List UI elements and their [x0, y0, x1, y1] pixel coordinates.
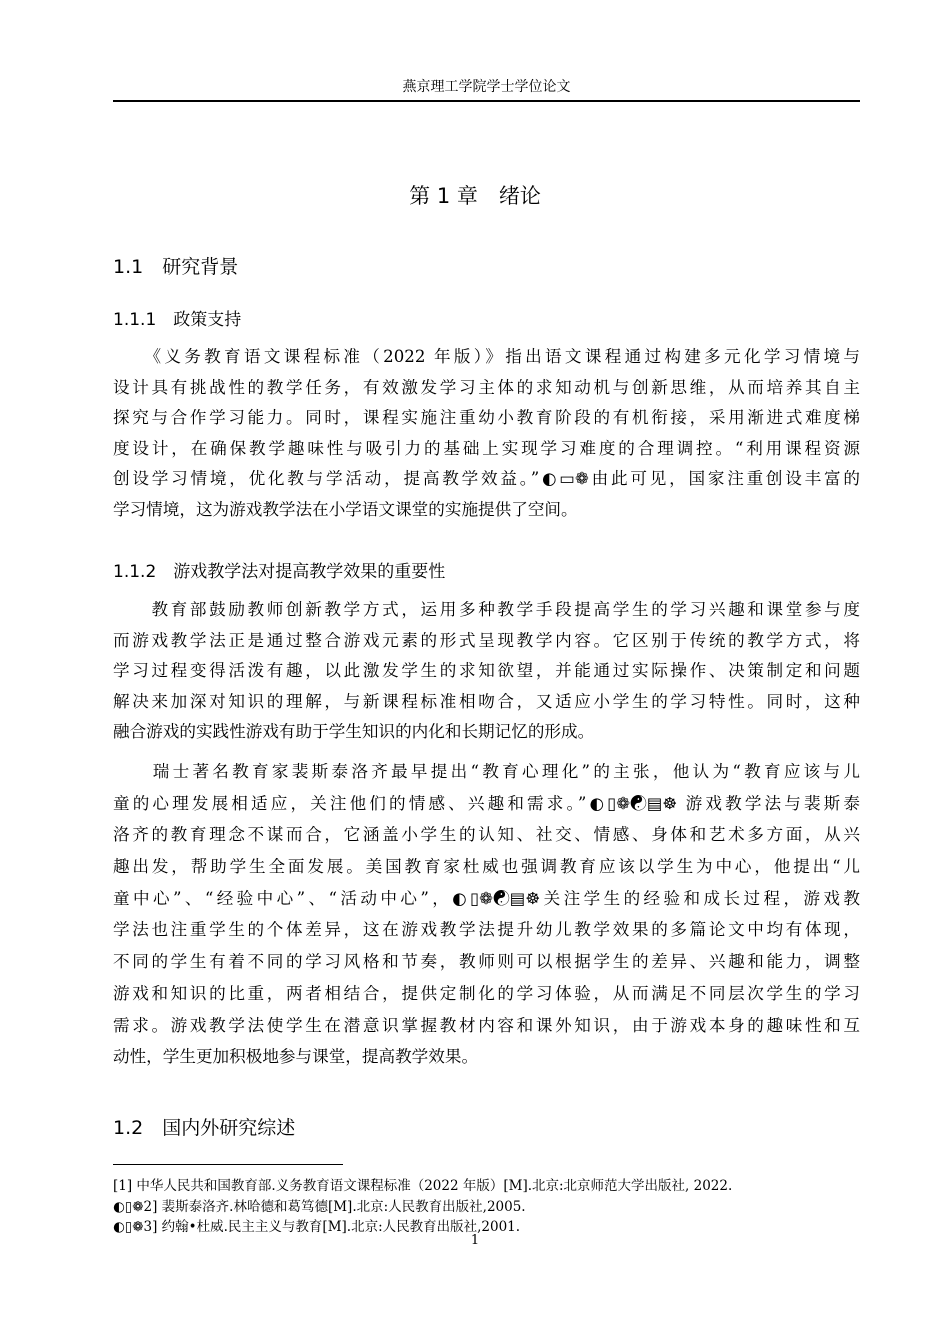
header-rule [113, 100, 860, 102]
paragraph-policy [113, 342, 860, 526]
text-line: 探究与合作学习能力。同时，课程实施注重幼小教育阶段的有机衔接，采用渐进式难度梯 [113, 408, 860, 428]
text-line: 不同的学生有着不同的学习风格和节奏，教师则可以根据学生的差异、兴趣和能力，调整 [113, 952, 860, 972]
section-heading-1-1-1: 1.1.1 政策支持 [113, 310, 242, 330]
text-line: 设计具有挑战性的教学任务，有效激发学习主体的求知动机与创新思维，从而培养其自主 [113, 377, 860, 397]
text-line: 需求。游戏教学法使学生在潜意识掌握教材内容和课外知识，由于游戏本身的趣味性和互 [113, 1015, 860, 1035]
page-number: 1 [470, 1233, 480, 1248]
text-line: 解决来加深对知识的理解，与新课程标准相吻合，又适应小学生的学习特性。同时，这种 [113, 691, 860, 711]
text-line: 学习情境，这为游戏教学法在小学语文课堂的实施提供了空间。 [113, 499, 578, 519]
paragraph-pestalozzi-dewey [113, 756, 860, 1073]
footnote-1: [1] 中华人民共和国教育部.义务教育语文课程标准（2022 年版）[M].北京:北京师范大学出版社, 2022. [113, 1178, 733, 1194]
section-heading-1-1: 1.1 研究背景 [113, 256, 239, 278]
section-heading-1-2: 1.2 国内外研究综述 [113, 1117, 296, 1139]
text-line: 融合游戏的实践性游戏有助于学生知识的内化和长期记忆的形成。 [113, 722, 595, 742]
text-line: 《义务教育语文课程标准（2022 年版）》指出语文课程通过构建多元化学习情境与 [113, 347, 860, 366]
chapter-title: 第 1 章 绪论 [409, 184, 541, 208]
page-header: 燕京理工学院学士学位论文 [402, 79, 571, 95]
text-line: 趣出发，帮助学生全面发展。美国教育家杜威也强调教育应该以学生为中心，他提出“儿 [113, 857, 860, 877]
text-line: 游戏和知识的比重，两者相结合，提供定制化的学习体验，从而满足不同层次学生的学习 [113, 983, 860, 1003]
text-line: 创设学习情境，优化教与学活动，提高教学效益。”◐▭❁由此可见，国家注重创设丰富的 [113, 469, 860, 489]
text-line: 教育部鼓励教师创新教学方式，运用多种教学手段提高学生的学习兴趣和课堂参与度 [113, 600, 860, 619]
text-line: 洛齐的教育理念不谋而合，它涵盖小学生的认知、社交、情感、身体和艺术多方面，从兴 [113, 825, 860, 845]
footnote-rule [113, 1164, 343, 1165]
text-line: 瑞士著名教育家裴斯泰洛齐最早提出“教育心理化”的主张，他认为“教育应该与儿 [113, 762, 860, 781]
text-line: 童的心理发展相适应，关注他们的情感、兴趣和需求。”◐▯❁☯▤☸ 游戏教学法与裴斯泰 [113, 793, 860, 813]
text-line: 度设计，在确保教学趣味性与吸引力的基础上实现学习难度的合理调控。“利用课程资源 [113, 438, 860, 458]
text-line: 学习过程变得活泼有趣，以此激发学生的求知欲望，并能通过实际操作、决策制定和问题 [113, 661, 860, 681]
text-line: 动性，学生更加积极地参与课堂，提高教学效果。 [113, 1047, 479, 1067]
paragraph-game-teaching [113, 595, 860, 748]
text-line: 而游戏教学法正是通过整合游戏元素的形式呈现教学内容。它区别于传统的教学方式，将 [113, 630, 860, 650]
footnote-3: ◐▯❁3] 约翰•杜威.民主主义与教育[M].北京:人民教育出版社,2001. [113, 1219, 521, 1235]
text-line: 学法也注重学生的个体差异，这在游戏教学法提升幼儿教学效果的多篇论文中均有体现， [113, 920, 860, 940]
section-heading-1-1-2: 1.1.2 游戏教学法对提高教学效果的重要性 [113, 562, 446, 582]
footnote-2: ◐▯❁2] 裴斯泰洛齐.林哈德和葛笃德[M].北京:人民教育出版社,2005. [113, 1199, 526, 1215]
text-line: 童中心”、“经验中心”、“活动中心”，◐▯❁☯▤☸关注学生的经验和成长过程，游戏教 [113, 888, 860, 908]
